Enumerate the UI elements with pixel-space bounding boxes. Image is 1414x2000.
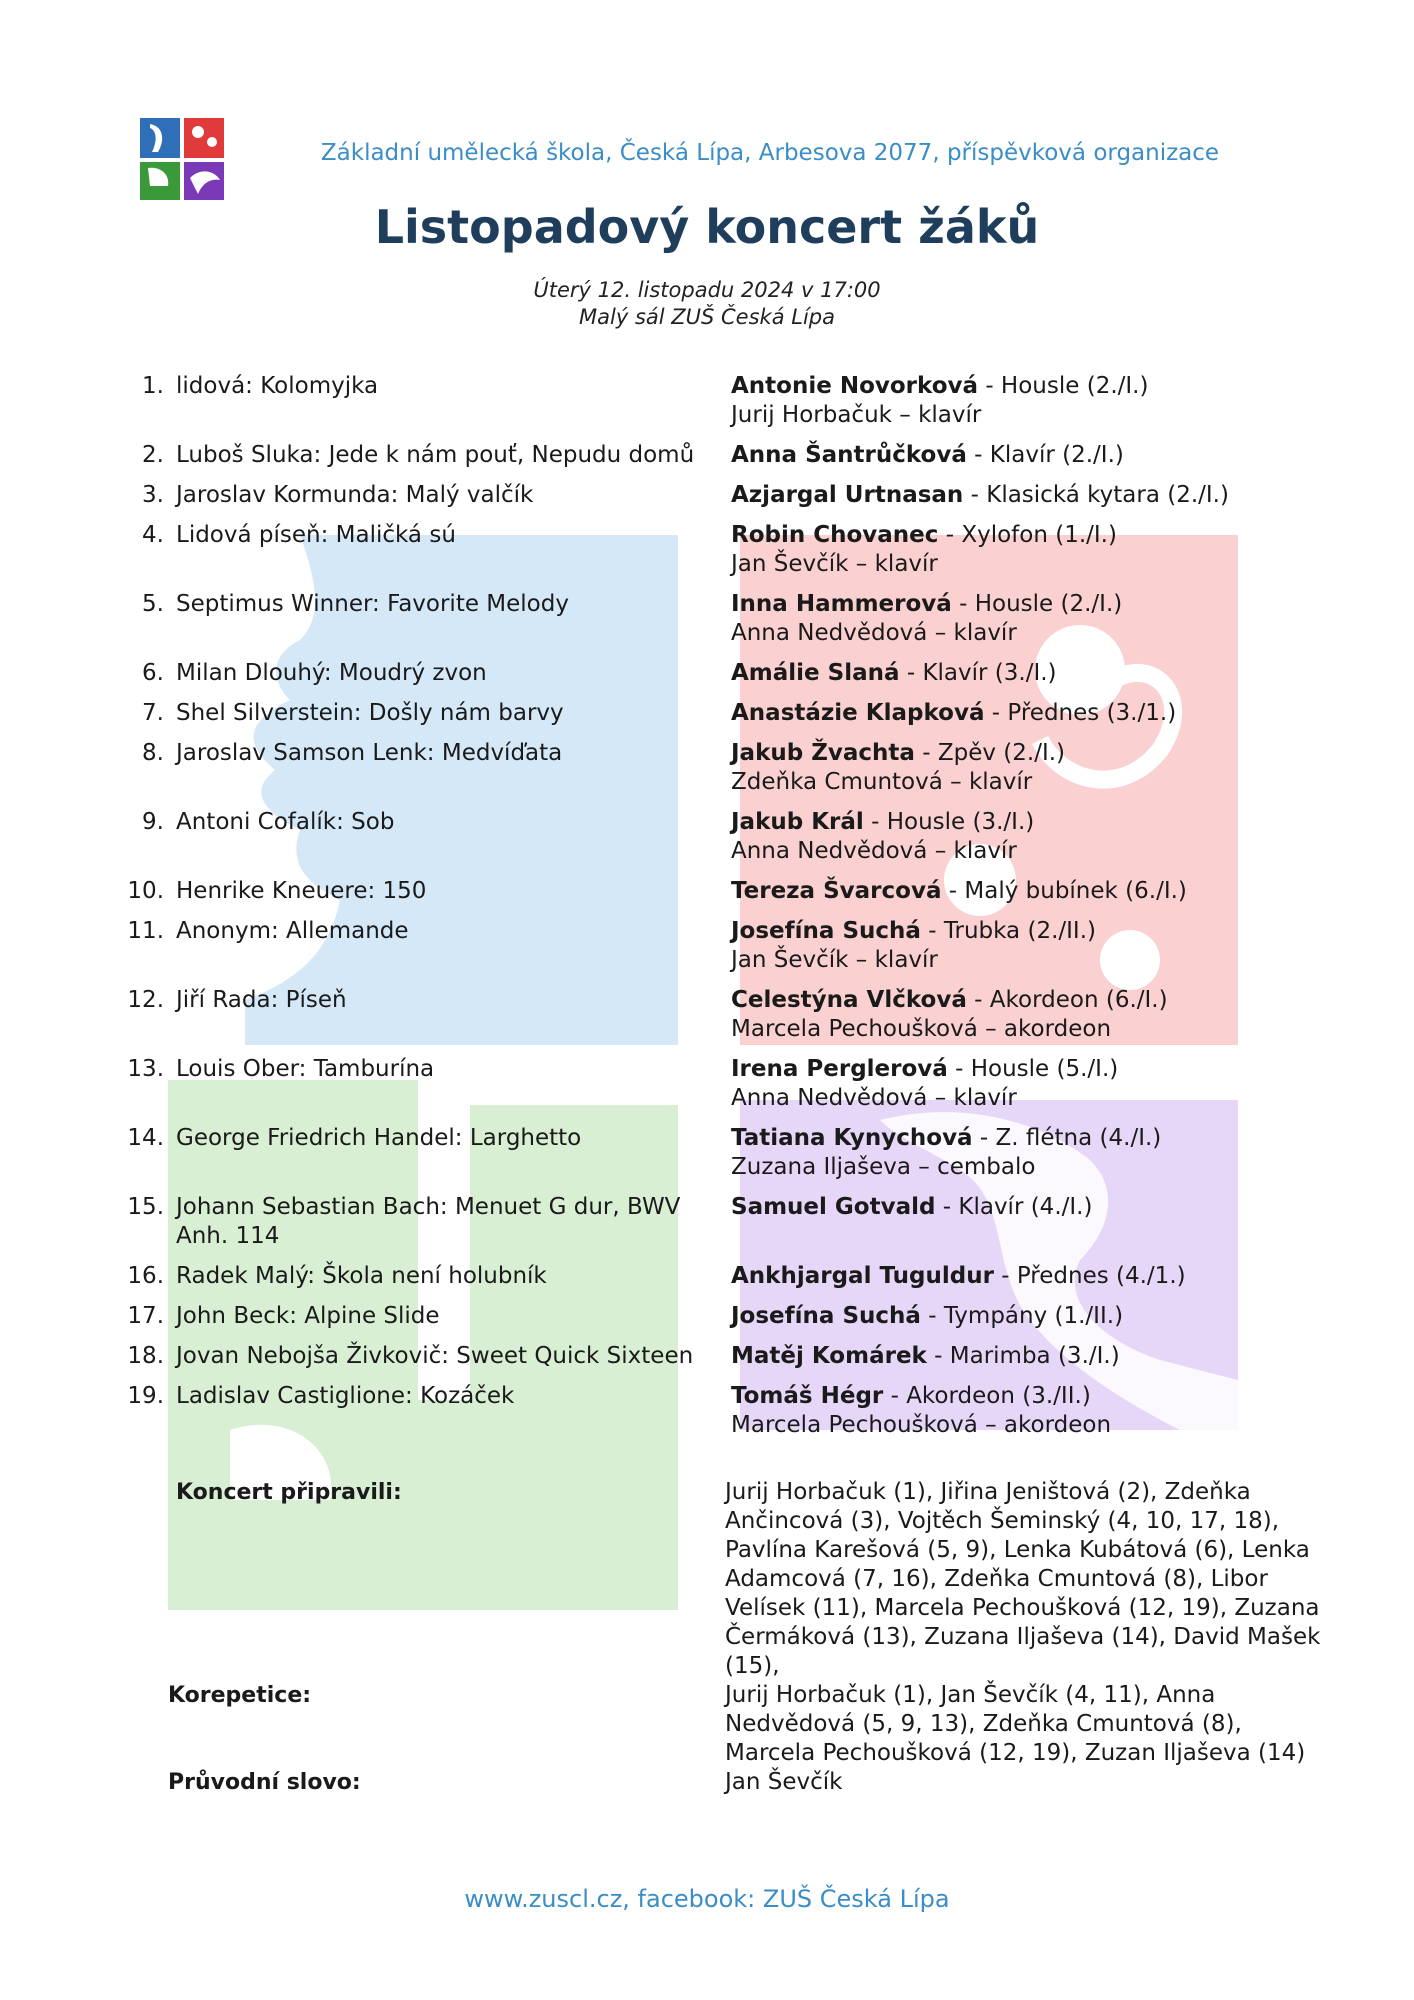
- item-number: 13.: [127, 1056, 164, 1082]
- item-performer: [731, 659, 1291, 688]
- item-performer: [731, 699, 1291, 728]
- performer-name: Tomáš Hégr: [731, 1383, 884, 1409]
- item-number: 17.: [127, 1303, 164, 1329]
- item-piece: Jaroslav Kormunda: Malý valčík: [176, 482, 534, 508]
- program-item: [0, 1382, 1414, 1451]
- item-number: 15.: [127, 1194, 164, 1220]
- program-item: [0, 441, 1414, 481]
- item-performer: [731, 1342, 1291, 1371]
- accompanist: Marcela Pechoušková – akordeon: [731, 1412, 1112, 1438]
- item-number: 2.: [142, 442, 164, 468]
- event-venue: Malý sál ZUŠ Česká Lípa: [579, 305, 835, 329]
- item-piece: Henrike Kneuere: 150: [176, 878, 427, 904]
- page-title: Listopadový koncert žáků: [374, 200, 1040, 254]
- prepared-text: Jurij Horbačuk (1), Jiřina Jeništová (2), Zdeňka Ančincová (3), Vojtěch Šeminský (4, 10, 17, 18), Pavlína Karešová (5, 9), Lenka Kubátová (6), Lenka Adamcová (7, 16), Zdeňka Cmuntová (8), Libor Velísek (11), Marcela Pechoušková (12, 19), Zuzana Čermáková (13), Zuzana Iljaševa (14), David Mašek (15),: [725, 1479, 1321, 1679]
- item-performer: [731, 1124, 1291, 1182]
- program-item: [0, 1302, 1414, 1342]
- item-performer: [731, 808, 1291, 866]
- korepetice-label: Korepetice:: [168, 1683, 312, 1708]
- event-date: Úterý 12. listopadu 2024 v 17:00: [533, 278, 881, 302]
- program-item: [0, 917, 1414, 986]
- item-number: 19.: [127, 1383, 164, 1409]
- item-performer: [731, 1262, 1291, 1291]
- item-piece: lidová: Kolomyjka: [176, 373, 379, 399]
- performer-name: Inna Hammerová: [731, 591, 952, 617]
- performer-detail: - Z. flétna (4./I.): [972, 1125, 1162, 1151]
- item-piece: Radek Malý: Škola není holubník: [176, 1263, 547, 1289]
- performer-name: Ankhjargal Tuguldur: [731, 1263, 994, 1289]
- item-piece: George Friedrich Handel: Larghetto: [176, 1125, 582, 1151]
- performer-detail: - Přednes (4./1.): [993, 1263, 1186, 1289]
- program-item: [0, 1262, 1414, 1302]
- performer-name: Josefína Suchá: [731, 1303, 921, 1329]
- item-performer: [731, 739, 1291, 797]
- performer-name: Amálie Slaná: [731, 660, 900, 686]
- item-number: 14.: [127, 1125, 164, 1151]
- accompanist: Zuzana Iljaševa – cembalo: [731, 1154, 1036, 1180]
- item-piece: Jaroslav Samson Lenk: Medvíďata: [176, 740, 563, 766]
- program-item: [0, 590, 1414, 659]
- program-item: [0, 372, 1414, 441]
- performer-name: Matěj Komárek: [731, 1343, 927, 1369]
- accompanist: Jurij Horbačuk – klavír: [731, 402, 982, 428]
- program-list: [0, 372, 1414, 1451]
- item-piece: Antoni Cofalík: Sob: [176, 809, 395, 835]
- performer-name: Anastázie Klapková: [731, 700, 985, 726]
- performer-name: Samuel Gotvald: [731, 1194, 936, 1220]
- item-piece: Shel Silverstein: Došly nám barvy: [176, 700, 564, 726]
- program-item: [0, 1124, 1414, 1193]
- performer-detail: - Tympány (1./II.): [920, 1303, 1124, 1329]
- item-number: 6.: [142, 660, 164, 686]
- performer-name: Jakub Žvachta: [731, 740, 915, 766]
- performer-name: Robin Chovanec: [731, 522, 939, 548]
- performer-name: Tereza Švarcová: [731, 878, 942, 904]
- item-number: 5.: [142, 591, 164, 617]
- korepetice-text: Jurij Horbačuk (1), Jan Ševčík (4, 11), Anna Nedvědová (5, 9, 13), Zdeňka Cmuntová (8), Marcela Pechoušková (12, 19), Zuzan Iljaševa (14): [725, 1682, 1306, 1766]
- accompanist: Jan Ševčík – klavír: [731, 947, 938, 973]
- item-number: 10.: [127, 878, 164, 904]
- item-number: 8.: [142, 740, 164, 766]
- item-piece: Jovan Nebojša Živkovič: Sweet Quick Sixteen: [176, 1343, 694, 1369]
- performer-detail: - Klavír (3./I.): [899, 660, 1057, 686]
- performer-name: Tatiana Kynychová: [731, 1125, 973, 1151]
- item-performer: [731, 1193, 1291, 1222]
- item-piece: Septimus Winner: Favorite Melody: [176, 591, 569, 617]
- school-name: Základní umělecká škola, Česká Lípa, Arbesova 2077, příspěvková organizace: [320, 140, 1220, 166]
- item-performer: [731, 521, 1291, 579]
- item-performer: [731, 1302, 1291, 1331]
- accompanist: Anna Nedvědová – klavír: [731, 1085, 1017, 1111]
- performer-detail: - Marimba (3./I.): [926, 1343, 1120, 1369]
- performer-detail: - Klavír (4./I.): [935, 1194, 1093, 1220]
- item-piece: Johann Sebastian Bach: Menuet G dur, BWV Anh. 114: [176, 1194, 681, 1249]
- item-performer: [731, 1055, 1291, 1113]
- performer-name: Irena Perglerová: [731, 1056, 948, 1082]
- slovo-text: Jan Ševčík: [725, 1769, 843, 1795]
- performer-detail: - Trubka (2./II.): [920, 918, 1096, 944]
- item-piece: Ladislav Castiglione: Kozáček: [176, 1383, 515, 1409]
- item-piece: Luboš Sluka: Jede k nám pouť, Nepudu domů: [176, 442, 695, 468]
- item-performer: [731, 372, 1291, 430]
- performer-name: Antonie Novorková: [731, 373, 979, 399]
- program-item: [0, 808, 1414, 877]
- performer-detail: - Klasická kytara (2./I.): [963, 482, 1229, 508]
- item-number: 12.: [127, 987, 164, 1013]
- item-performer: [731, 877, 1291, 906]
- item-number: 11.: [127, 918, 164, 944]
- performer-detail: - Housle (3./I.): [863, 809, 1035, 835]
- program-item: [0, 521, 1414, 590]
- accompanist: Jan Ševčík – klavír: [731, 551, 938, 577]
- performer-name: Anna Šantrůčková: [731, 442, 967, 468]
- program-item: [0, 1342, 1414, 1382]
- program-item: [0, 1193, 1414, 1262]
- event-info: [0, 277, 1414, 331]
- performer-detail: - Housle (2./I.): [951, 591, 1123, 617]
- performer-detail: - Housle (5./I.): [947, 1056, 1119, 1082]
- performer-name: Jakub Král: [731, 809, 864, 835]
- performer-detail: - Klavír (2./I.): [966, 442, 1124, 468]
- program-item: [0, 877, 1414, 917]
- prepared-label: Koncert připravili:: [176, 1480, 402, 1505]
- item-piece: Anonym: Allemande: [176, 918, 409, 944]
- performer-detail: - Akordeon (6./I.): [966, 987, 1168, 1013]
- program-item: [0, 986, 1414, 1055]
- item-performer: [731, 986, 1291, 1044]
- performer-detail: - Zpěv (2./I.): [914, 740, 1066, 766]
- performer-name: Celestýna Vlčková: [731, 987, 967, 1013]
- item-performer: [731, 441, 1291, 470]
- item-number: 3.: [142, 482, 164, 508]
- performer-detail: - Housle (2./I.): [978, 373, 1149, 399]
- item-performer: [731, 590, 1291, 648]
- item-piece: Louis Ober: Tamburína: [176, 1056, 435, 1082]
- item-number: 7.: [142, 700, 164, 726]
- performer-detail: - Malý bubínek (6./I.): [941, 878, 1187, 904]
- item-number: 4.: [142, 522, 164, 548]
- item-number: 16.: [127, 1263, 164, 1289]
- school-logo: [140, 118, 224, 200]
- item-number: 1.: [142, 373, 164, 399]
- item-piece: John Beck: Alpine Slide: [176, 1303, 440, 1329]
- item-piece: Lidová píseň: Maličká sú: [176, 522, 456, 548]
- slovo-label: Průvodní slovo:: [168, 1770, 361, 1795]
- program-item: [0, 739, 1414, 808]
- item-performer: [731, 1382, 1291, 1440]
- program-item: [0, 481, 1414, 521]
- item-piece: Jiří Rada: Píseň: [176, 987, 347, 1013]
- performer-name: Azjargal Urtnasan: [731, 482, 964, 508]
- performer-name: Josefína Suchá: [731, 918, 921, 944]
- accompanist: Anna Nedvědová – klavír: [731, 620, 1017, 646]
- accompanist: Anna Nedvědová – klavír: [731, 838, 1017, 864]
- item-piece: Milan Dlouhý: Moudrý zvon: [176, 660, 487, 686]
- item-performer: [731, 481, 1291, 510]
- program-item: [0, 659, 1414, 699]
- item-number: 18.: [127, 1343, 164, 1369]
- accompanist: Marcela Pechoušková – akordeon: [731, 1016, 1112, 1042]
- accompanist: Zdeňka Cmuntová – klavír: [731, 769, 1033, 795]
- performer-detail: - Xylofon (1./I.): [938, 522, 1117, 548]
- item-performer: [731, 917, 1291, 975]
- program-item: [0, 699, 1414, 739]
- footer-links[interactable]: www.zuscl.cz, facebook: ZUŠ Česká Lípa: [464, 1885, 950, 1913]
- performer-detail: - Akordeon (3./II.): [883, 1383, 1091, 1409]
- item-number: 9.: [142, 809, 164, 835]
- program-item: [0, 1055, 1414, 1124]
- performer-detail: - Přednes (3./1.): [984, 700, 1177, 726]
